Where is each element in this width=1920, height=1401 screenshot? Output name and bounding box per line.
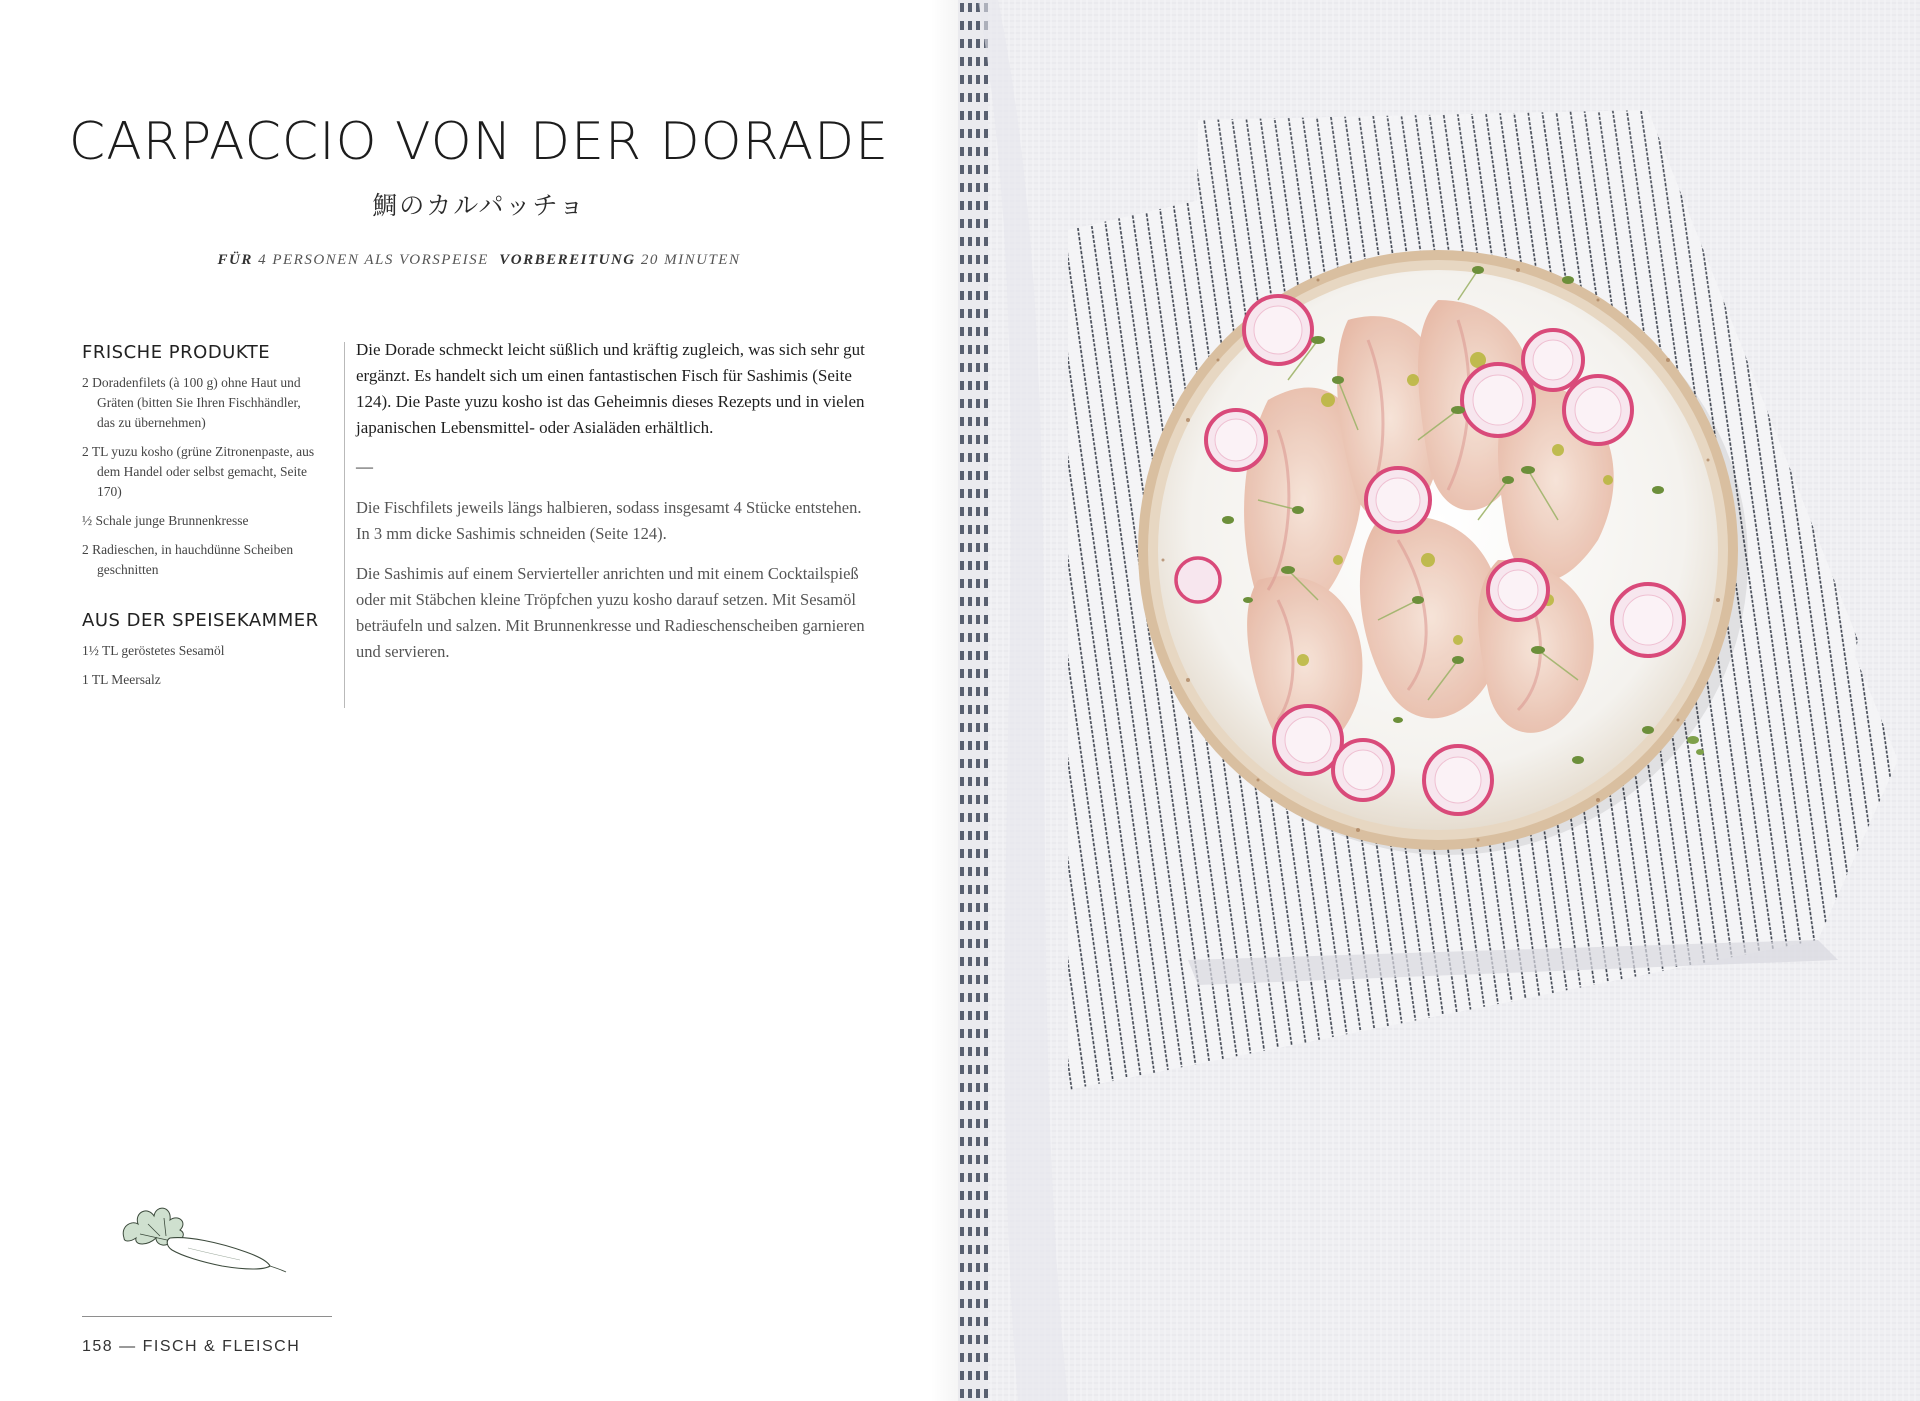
recipe-page [0, 0, 958, 1401]
ingredient-item: 2 Doradenfilets (à 100 g) ohne Haut und Gräten (bitten Sie Ihren Fischhändler, das zu übernehmen) [82, 375, 301, 430]
recipe-intro: Die Dorade schmeckt leicht süßlich und kräftig zugleich, was sich sehr gut ergänzt. Es handelt sich um einen fantastischen Fisch für Sashimis (Seite 124). Die Paste yuzu kosho ist das Geheimnis dieses Rezepts und in vielen japanischen Lebensmittel- oder Asialäden erhältlich. [356, 340, 865, 437]
method-column [356, 337, 876, 679]
gutter-shadow [930, 0, 958, 1401]
pantry-list [82, 641, 322, 690]
radish-illustration-icon [118, 1190, 288, 1280]
ingredient-item: 1½ TL geröstetes Sesamöl [82, 643, 225, 658]
page-footer [82, 1338, 300, 1356]
method-step: Die Sashimis auf einem Servierteller anrichten und mit einem Cocktailspieß oder mit Stäbchen kleine Tröpfchen yuzu kosho darauf setzen. Mit Sesamöl beträufeln und salzen. Mit Brunnenkresse und Radieschenscheiben garnieren und servieren. [356, 564, 865, 661]
page-number: 158 [82, 1338, 114, 1355]
fresh-products-heading: FRISCHE PRODUKTE [82, 342, 271, 363]
pantry-heading: AUS DER SPEISEKAMMER [82, 610, 319, 631]
ingredient-item: 1 TL Meersalz [82, 672, 161, 687]
servings-label: FÜR [217, 252, 253, 268]
ingredient-item: ½ Schale junge Brunnenkresse [82, 513, 249, 528]
prep-text: 20 MINUTEN [635, 252, 741, 268]
ingredient-item: 2 Radieschen, in hauchdünne Scheiben geschnitten [82, 542, 294, 577]
ingredients-column [82, 342, 322, 720]
recipe-meta [0, 252, 958, 269]
recipe-title: CARPACCIO VON DER DORADE [68, 112, 890, 172]
column-divider [344, 342, 345, 708]
prep-label: VORBEREITUNG [499, 252, 636, 268]
dish-photo [958, 0, 1920, 1401]
section-separator: — [356, 457, 373, 476]
method-step: Die Fischfilets jeweils längs halbieren, sodass insgesamt 4 Stücke entstehen. In 3 mm dicke Sashimis schneiden (Seite 124). [356, 498, 862, 543]
carpaccio-photo-image [958, 0, 1920, 1401]
recipe-subtitle-japanese: 鯛のカルパッチョ [372, 191, 586, 220]
servings-text: 4 PERSONEN ALS VORSPEISE [252, 252, 500, 268]
ingredient-item: 2 TL yuzu kosho (grüne Zitronenpaste, aus dem Handel oder selbst gemacht, Seite 170) [82, 444, 315, 499]
footer-rule [82, 1316, 332, 1317]
footer-separator: — [119, 1338, 137, 1355]
section-name: FISCH & FLEISCH [142, 1338, 301, 1355]
fresh-products-list [82, 373, 322, 580]
